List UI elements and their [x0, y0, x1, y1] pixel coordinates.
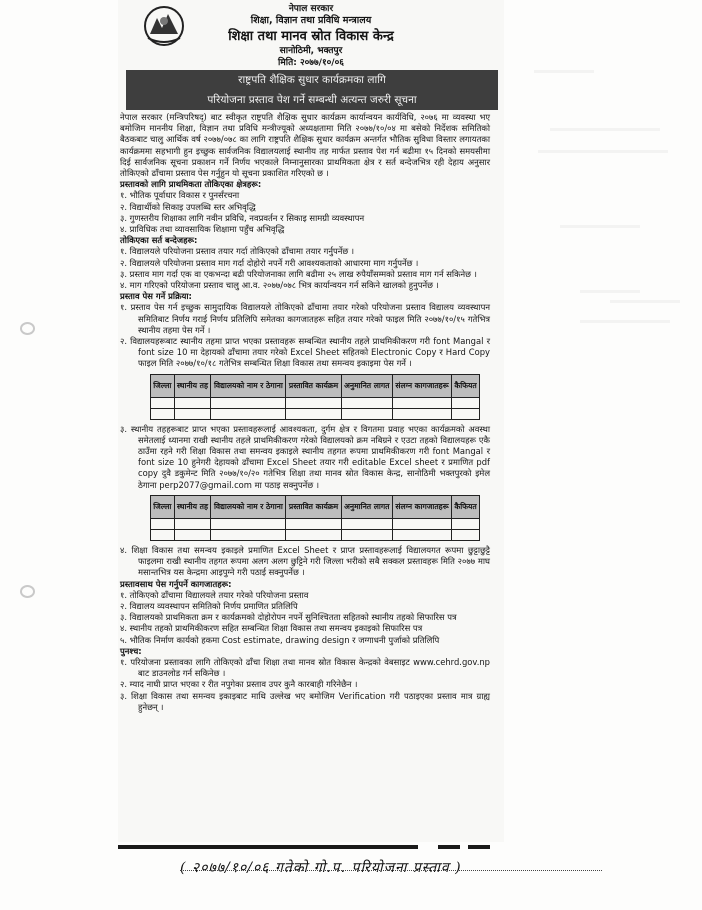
priority-item: ४. प्राविधिक तथा व्यावसायिक शिक्षामा पहुँच अभिवृद्धि: [120, 224, 285, 235]
table-header-district: जिल्ला: [151, 495, 175, 518]
condition-item: २. विद्यालयले परियोजना प्रस्ताव माग गर्दा दोहोरो नपर्ने गरी आवश्यकताको आधारमा माग गर्नुपर्नेछ ।: [120, 257, 419, 268]
table-header-school: विद्यालयको नाम र ठेगाना: [211, 374, 286, 397]
process-item-1: १. प्रस्ताव पेस गर्न इच्छुक सामुदायिक विद्यालयले तोकिएको ढाँचामा तयार गरेको परियोजना प्रस्ताव विद्यालय व्यवस्थापन समितिबाट निर्णय गराई निर्णय प्रतिलिपि समेतका कागजातहरू सहित तयार गरेको फाइल मिति २०७७/१०/१५ गतेभित्र स्थानीय तहमा पेस गर्ने ।: [120, 302, 490, 335]
table-header-documents: संलग्न कागजातहरू: [392, 495, 451, 518]
condition-item: ३. प्रस्ताव माग गर्दा एक वा एकभन्दा बढी परियोजनाका लागि बढीमा २५ लाख रुपैयाँसम्मको प्रस्ताव माग गर्न सकिनेछ ।: [120, 268, 477, 279]
table-row: [151, 408, 480, 419]
document-item: ४. स्थानीय तहको प्राथमिकीकरण सहित सम्बन्धित शिक्षा विकास तथा समन्वय इकाइको सिफारिस पत्र: [120, 623, 423, 634]
notes-heading: पुनश्च:: [120, 645, 142, 656]
handwritten-underline: [180, 870, 602, 872]
note-item: १. परियोजना प्रस्तावका लागि तोकिएको ढाँचा शिक्षा तथा मानव स्रोत विकास केन्द्रको वेबसाइट www.cehrd.gov.np बाट डाउनलोड गर्न सकिनेछ ।: [120, 656, 490, 679]
bleed-through-marks: [520, 0, 702, 830]
table-header-program: प्रस्तावित कार्यक्रम: [286, 374, 341, 397]
proposal-format-table-2: [150, 495, 480, 541]
notice-title-line-2: परियोजना प्रस्ताव पेश गर्ने सम्बन्धी अत्यन्त जरुरी सूचना: [207, 94, 417, 106]
letterhead: [118, 0, 504, 70]
proposal-format-table-1: [150, 374, 480, 420]
intro-paragraph: नेपाल सरकार (मन्त्रिपरिषद्) बाट स्वीकृत राष्ट्रपति शैक्षिक सुधार कार्यक्रम कार्यान्वयन कार्यविधि, २०७६ मा व्यवस्था भए बमोजिम माननीय शिक्षा, विज्ञान तथा प्रविधि मन्त्रीज्यूको अध्यक्षतामा मिति २०७७/१०/०४ मा बसेको निर्देशक समितिको बैठकबाट चालु आर्थिक वर्ष २०७७/०७८ का लागि राष्ट्रपति शैक्षिक सुधार कार्यक्रम अन्तर्गत भौतिक सुविधा विस्तार लगायतका कार्यक्रममा सहभागी हुन इच्छुक सार्वजनिक विद्यालयलाई स्थानीय तह मार्फत प्रस्ताव पेश गर्न बढीमा १५ दिनको समयसीमा दिई सार्वजनिक सूचना प्रकाशन गर्ने निर्णय भएकाले निम्नानुसारका प्राथमिकता क्षेत्र र सर्त बन्देजभित्र रही देहाय अनुसार तोकिएको ढाँचामा प्रस्ताव पेस गर्नुहुन यो सूचना प्रकाशित गरिएको छ ।: [120, 112, 490, 179]
condition-item: १. विद्यालयले परियोजना प्रस्ताव तयार गर्दा तोकिएको ढाँचामा तयार गर्नुपर्नेछ ।: [120, 246, 355, 257]
header-office-name: शिक्षा तथा मानव स्रोत विकास केन्द्र: [228, 29, 394, 44]
priority-item: २. विद्यार्थीको सिकाइ उपलब्धि स्तर अभिवृद्धि: [120, 201, 256, 212]
notice-body: [120, 112, 490, 713]
notice-title-banner: [126, 70, 498, 110]
table-row: [151, 518, 480, 529]
table-row: [151, 529, 480, 540]
header-ministry: शिक्षा, विज्ञान तथा प्रविधि मन्त्रालय: [250, 15, 372, 26]
header-line-1: नेपाल सरकार: [288, 4, 334, 14]
process-item-2: २. विद्यालयहरूबाट स्थानीय तहमा प्राप्त भएका प्रस्तावहरू सम्बन्धित स्थानीय तहले प्राथमिकीकरण गरी font Mangal र font size 10 मा देहायको ढाँचामा तयार गरेको Excel Sheet सहितको Electronic Copy र Hard Copy फाइल मिति २०७७/१०/१८ गतेभित्र सम्बन्धित शिक्षा विकास तथा समन्वय इकाइमा पेस गर्ने ।: [120, 336, 490, 369]
condition-item: ४. माग गरिएको परियोजना प्रस्ताव चालु आ.व. २०७७/०७८ भित्र कार्यान्वयन गर्न सकिने खालको हुनुपर्नेछ ।: [120, 280, 439, 291]
table-header-documents: संलग्न कागजातहरू: [392, 374, 451, 397]
table-header-remarks: कैफियत: [452, 374, 480, 397]
table-row: [151, 397, 480, 408]
table-header-program: प्रस्तावित कार्यक्रम: [286, 495, 341, 518]
table-header-school: विद्यालयको नाम र ठेगाना: [211, 495, 286, 518]
process-heading: प्रस्ताव पेस गर्ने प्रक्रिया:: [120, 291, 192, 302]
document-item: १. तोकिएको ढाँचामा विद्यालयले तयार गरेको परियोजना प्रस्ताव: [120, 589, 309, 600]
table-header-cost: अनुमानित लागत: [341, 374, 392, 397]
priority-item: १. भौतिक पूर्वाधार विकास र पुनर्संरचना: [120, 190, 240, 201]
footer-divider: [118, 842, 504, 852]
header-address: सानोठिमी, भक्तपुर: [279, 46, 343, 56]
handwritten-annotation: ( २०७७/१०/०६ गतेको गो.प. परियोजना प्रस्ताव ): [180, 860, 462, 876]
conditions-heading: तोकिएका सर्त बन्देजहरू:: [120, 235, 198, 246]
process-item-4: ४. शिक्षा विकास तथा समन्वय इकाइले प्रमाणित Excel Sheet र प्राप्त प्रस्तावहरूलाई विद्यालयगत रूपमा छुट्टाछुट्टै फाइलमा राखी स्थानीय तहगत रूपमा अलग अलग छुट्टिने गरी जिल्ला भरीको सबै सक्कल प्रस्तावहरू मिति २०७७ माघ मसान्तभित्र यस केन्द्रमा आइपुग्ने गरी पठाई सक्नुपर्नेछ ।: [120, 544, 490, 578]
document-item: २. विद्यालय व्यवस्थापन समितिको निर्णय प्रमाणित प्रतिलिपि: [120, 600, 298, 611]
table-header-cost: अनुमानित लागत: [341, 495, 392, 518]
table-header-district: जिल्ला: [151, 374, 175, 397]
header-date: मिति: २०७७/१०/०६: [278, 58, 344, 68]
priority-item: ३. गुणस्तरीय शिक्षाका लागि नवीन प्रविधि, नवप्रवर्तन र सिकाइ सामग्री व्यवस्थापन: [120, 212, 365, 223]
priority-heading: प्रस्तावको लागि प्राथमिकता तोकिएका क्षेत्रहरू:: [120, 179, 262, 190]
note-item: २. म्याद नाघी प्राप्त भएका र रीत नपुगेका प्रस्ताव उपर कुनै कारबाही गरिनेछैन ।: [120, 679, 358, 690]
document-item: ३. विद्यालयको प्राथमिकता क्रम र कार्यक्रमको दोहोरोपन नपर्ने सुनिश्चितता सहितको स्थानीय तहको सिफारिस पत्र: [120, 612, 457, 623]
notice-title-line-1: राष्ट्रपति शैक्षिक सुधार कार्यक्रमका लागि: [238, 74, 386, 86]
table-header-local-level: स्थानीय तह: [174, 495, 211, 518]
table-header-local-level: स्थानीय तह: [174, 374, 211, 397]
document-item: ५. भौतिक निर्माण कार्यको हकमा Cost estimate, drawing design र जग्गाधनी पुर्जाको प्रतिलिपि: [120, 634, 440, 645]
documents-heading: प्रस्तावसाथ पेस गर्नुपर्ने कागजातहरू:: [120, 578, 232, 589]
table-header-remarks: कैफियत: [452, 495, 480, 518]
process-item-3: ३. स्थानीय तहहरूबाट प्राप्त भएका प्रस्तावहरूलाई आवश्यकता, दुर्गम क्षेत्र र विगतमा प्रवाह भएका कार्यक्रमको अवस्था समेतलाई ध्यानमा राखी स्थानीय तहले प्राथमिकीकरण गरेको विद्यालयको क्रम नबिग्रने र एउटा तहको विद्यालयहरू एकै ठाउँमा रहने गरी शिक्षा विकास तथा समन्वय इकाइले स्थानीय तहगत रूपमा प्राथमिकीकरण गरी font Mangal र font size 10 हुनेगरी देहायको ढाँचामा Excel Sheet तयार गरी editable Excel sheet र प्रमाणित pdf copy दुवै डकुमेन्ट मिति २०७७/१०/२० गतेभित्र शिक्षा तथा मानव स्रोत विकास केन्द्र, सानोठिमी भक्तपुरको इमेल ठेगाना perp2077@gmail.com मा पठाइ सक्नुपर्नेछ ।: [120, 423, 490, 490]
note-item: ३. शिक्षा विकास तथा समन्वय इकाइबाट माथि उल्लेख भए बमोजिम Verification गरी पठाइएका प्रस्ताव मात्र ग्राह्य हुनेछन् ।: [120, 690, 490, 712]
